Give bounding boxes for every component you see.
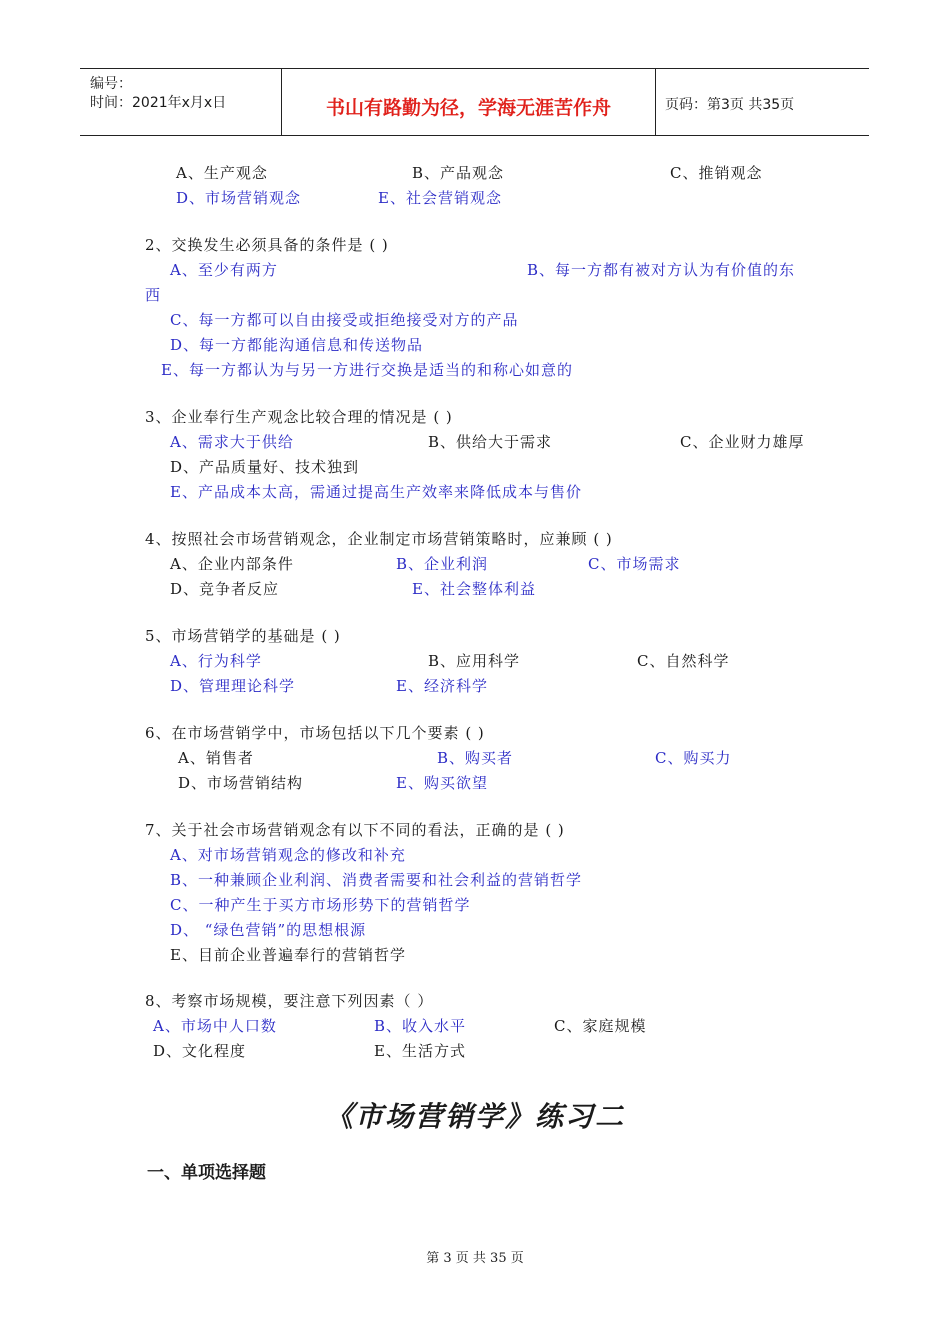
- q7-option-a: A、对市场营销观念的修改和补充: [170, 846, 406, 864]
- header-page: [655, 69, 869, 135]
- q2-option-c: C、每一方都可以自由接受或拒绝接受对方的产品: [170, 311, 519, 329]
- q7-option-d: D、 “绿色营销”的思想根源: [170, 921, 367, 939]
- q8-option-b: B、收入水平: [374, 1017, 467, 1035]
- q3-option-e: E、产品成本太高，需通过提高生产效率来降低成本与售价: [170, 483, 582, 501]
- q5-option-a: A、行为科学: [170, 652, 262, 670]
- date-label: 时间：2021年x月x日: [90, 95, 227, 111]
- q4-option-b: B、企业利润: [396, 555, 489, 573]
- header-motto: [281, 69, 656, 135]
- q3-option-d: D、产品质量好、技术独到: [170, 458, 360, 476]
- exercise-title: 《市场营销学》练习二: [324, 1100, 625, 1133]
- q6-stem: 6、在市场营销学中，市场包括以下几个要素 ( ): [145, 724, 485, 742]
- q6-option-d: D、市场营销结构: [178, 774, 304, 792]
- q2-stem: 2、交换发生必须具备的条件是 ( ): [145, 236, 389, 254]
- q6-option-c: C、购买力: [655, 749, 732, 767]
- q1-option-b: B、产品观念: [412, 164, 505, 182]
- q5-stem: 5、市场营销学的基础是 ( ): [145, 627, 341, 645]
- q3-stem: 3、企业奉行生产观念比较合理的情况是 ( ): [145, 408, 453, 426]
- q7-option-b: B、一种兼顾企业利润、消费者需要和社会利益的营销哲学: [170, 871, 583, 889]
- q8-option-c: C、家庭规模: [554, 1017, 647, 1035]
- number-label: 编号：: [90, 76, 132, 92]
- section-heading: 一、单项选择题: [147, 1163, 266, 1183]
- q4-option-e: E、社会整体利益: [412, 580, 536, 598]
- q8-option-e: E、生活方式: [374, 1042, 466, 1060]
- q6-option-e: E、购买欲望: [396, 774, 488, 792]
- document-header: [80, 68, 869, 136]
- q4-stem: 4、按照社会市场营销观念，企业制定市场营销策略时，应兼顾 ( ): [145, 530, 613, 548]
- header-meta: [80, 69, 281, 135]
- page-info: 页码：第3页 共35页: [665, 97, 795, 113]
- q4-option-d: D、竞争者反应: [170, 580, 280, 598]
- q3-option-b: B、供给大于需求: [428, 433, 553, 451]
- q1-option-d: D、市场营销观念: [176, 189, 302, 207]
- q2-option-d: D、每一方都能沟通信息和传送物品: [170, 336, 424, 354]
- q7-option-c: C、一种产生于买方市场形势下的营销哲学: [170, 896, 471, 914]
- q4-option-a: A、企业内部条件: [170, 555, 294, 573]
- q5-option-b: B、应用科学: [428, 652, 521, 670]
- q2-option-a: A、至少有两方: [170, 261, 278, 279]
- q3-option-a: A、需求大于供给: [170, 433, 294, 451]
- q5-option-d: D、管理理论科学: [170, 677, 296, 695]
- q6-option-a: A、销售者: [178, 749, 254, 767]
- q1-option-a: A、生产观念: [176, 164, 268, 182]
- page-footer: 第 3 页 共 35 页: [426, 1251, 524, 1266]
- q5-option-c: C、自然科学: [637, 652, 730, 670]
- q3-option-c: C、企业财力雄厚: [680, 433, 805, 451]
- motto-text: 书山有路勤为径，学海无涯苦作舟: [325, 97, 611, 119]
- q8-option-d: D、文化程度: [153, 1042, 247, 1060]
- q7-option-e: E、目前企业普遍奉行的营销哲学: [170, 946, 406, 964]
- q8-option-a: A、市场中人口数: [153, 1017, 277, 1035]
- q2-option-b: B、每一方都有被对方认为有价值的东: [527, 261, 796, 279]
- q7-stem: 7、关于社会市场营销观念有以下不同的看法，正确的是 ( ): [145, 821, 565, 839]
- q1-option-c: C、推销观念: [670, 164, 763, 182]
- q5-option-e: E、经济科学: [396, 677, 488, 695]
- q8-stem: 8、考察市场规模，要注意下列因素（ ）: [145, 992, 434, 1010]
- q4-option-c: C、市场需求: [588, 555, 681, 573]
- q6-option-b: B、购买者: [437, 749, 514, 767]
- q2-option-e: E、每一方都认为与另一方进行交换是适当的和称心如意的: [161, 361, 573, 379]
- q1-option-e: E、社会营销观念: [378, 189, 502, 207]
- q2-option-b-cont: 西: [145, 286, 162, 304]
